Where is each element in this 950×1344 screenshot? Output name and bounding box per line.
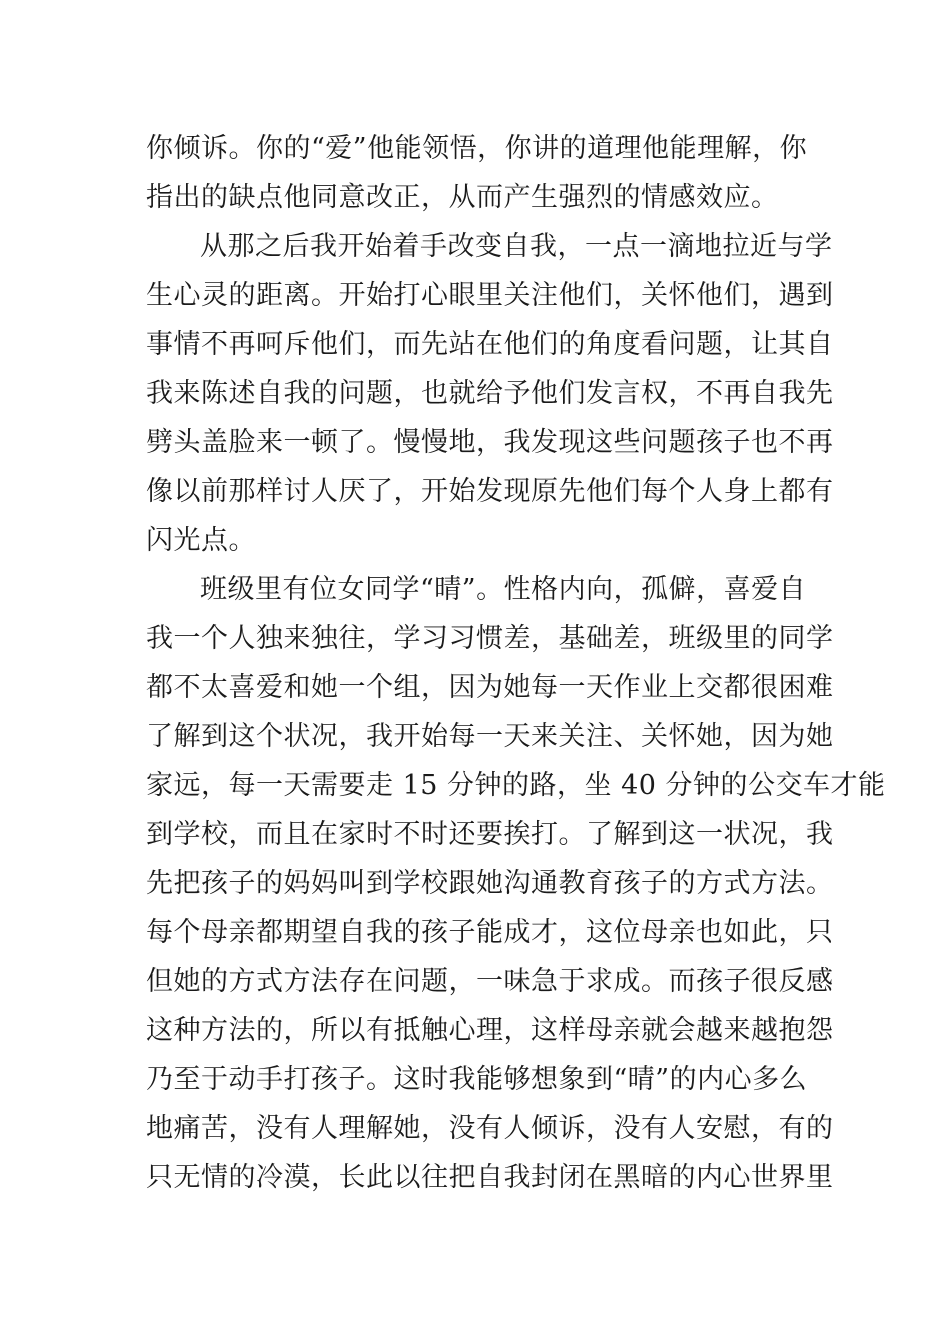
text-line: 生心灵的距离。开始打心眼里关注他们，关怀他们，遇到 bbox=[146, 280, 834, 311]
text-line: 每个母亲都期望自我的孩子能成才，这位母亲也如此，只 bbox=[146, 917, 834, 948]
text-line: 都不太喜爱和她一个组，因为她每一天作业上交都很困难 bbox=[146, 672, 834, 703]
text-line: 从那之后我开始着手改变自我，一点一滴地拉近与学 bbox=[200, 231, 833, 262]
body-text bbox=[146, 124, 886, 1202]
text-line: 我来陈述自我的问题，也就给予他们发言权，不再自我先 bbox=[146, 378, 834, 409]
text-line: 闪光点。 bbox=[146, 525, 256, 556]
text-line: 班级里有位女同学“晴”。性格内向，孤僻，喜爱自 bbox=[200, 574, 807, 605]
text-line: 事情不再呵斥他们，而先站在他们的角度看问题，让其自 bbox=[146, 329, 834, 360]
text-line: 地痛苦，没有人理解她，没有人倾诉，没有人安慰，有的 bbox=[146, 1113, 834, 1144]
text-line: 先把孩子的妈妈叫到学校跟她沟通教育孩子的方式方法。 bbox=[146, 868, 834, 899]
text-line: 像以前那样讨人厌了，开始发现原先他们每个人身上都有 bbox=[146, 476, 834, 507]
text-line: 劈头盖脸来一顿了。慢慢地，我发现这些问题孩子也不再 bbox=[146, 427, 834, 458]
text-line: 乃至于动手打孩子。这时我能够想象到“晴”的内心多么 bbox=[146, 1064, 808, 1095]
text-line: 只无情的冷漠，长此以往把自我封闭在黑暗的内心世界里 bbox=[146, 1162, 834, 1193]
text-line: 但她的方式方法存在问题，一味急于求成。而孩子很反感 bbox=[146, 966, 834, 997]
text-line: 指出的缺点他同意改正，从而产生强烈的情感效应。 bbox=[146, 182, 779, 213]
text-line: 到学校，而且在家时不时还要挨打。了解到这一状况，我 bbox=[146, 819, 834, 850]
text-line: 我一个人独来独往，学习习惯差，基础差，班级里的同学 bbox=[146, 623, 834, 654]
text-line: 家远，每一天需要走 15 分钟的路，坐 40 分钟的公交车才能 bbox=[146, 770, 886, 801]
text-line: 这种方法的，所以有抵触心理，这样母亲就会越来越抱怨 bbox=[146, 1015, 834, 1046]
text-line: 你倾诉。你的“爱”他能领悟，你讲的道理他能理解，你 bbox=[146, 133, 808, 164]
text-line: 了解到这个状况，我开始每一天来关注、关怀她，因为她 bbox=[146, 721, 834, 752]
